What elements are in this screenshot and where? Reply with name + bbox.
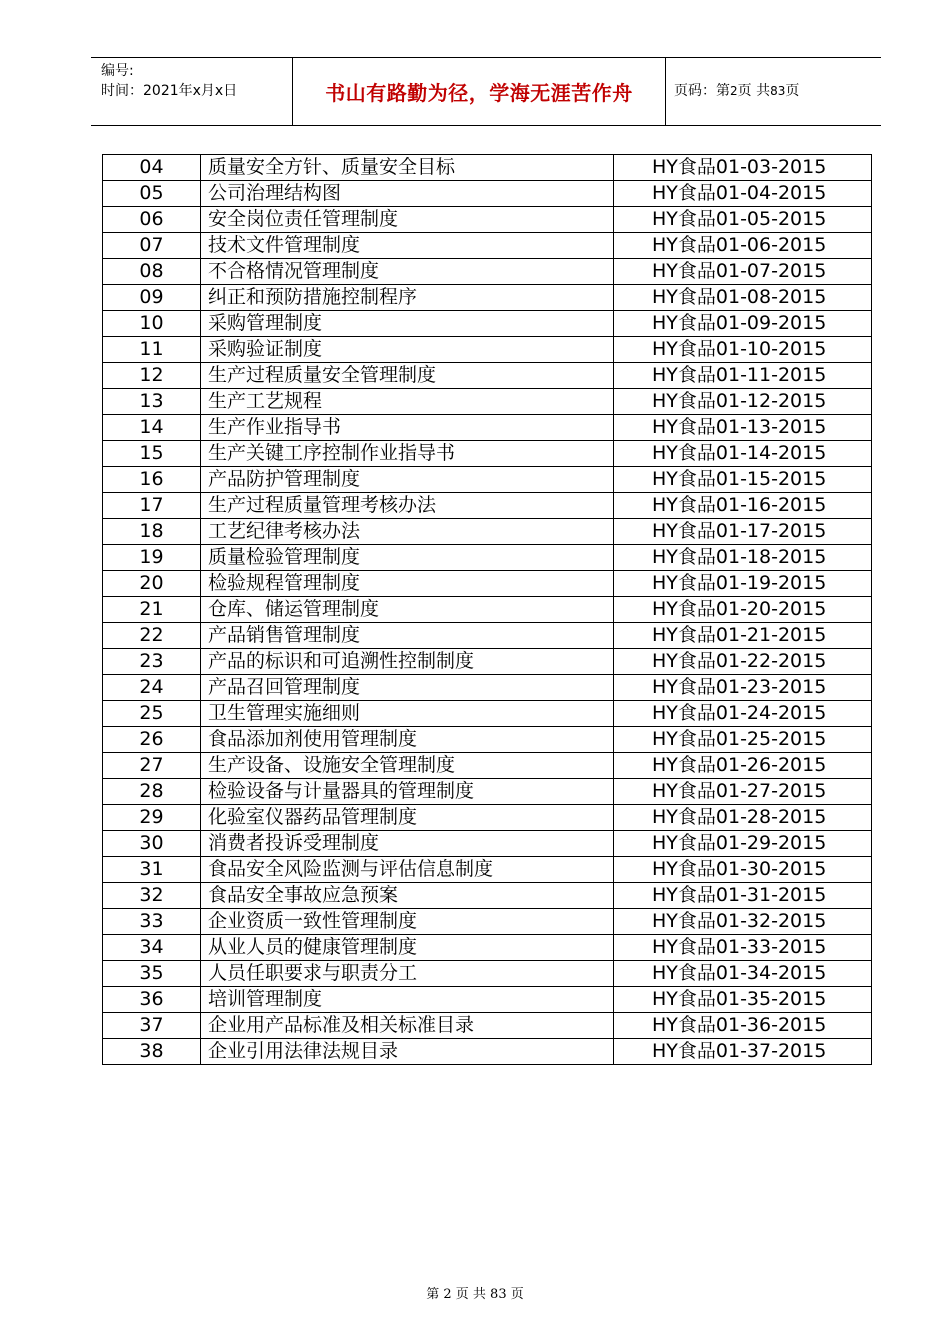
row-code: HY食品01-19-2015 [614,571,872,597]
table-row [103,623,872,649]
row-code: HY食品01-21-2015 [614,623,872,649]
row-number: 08 [103,259,201,285]
row-title: 产品销售管理制度 [201,623,614,649]
table-row [103,181,872,207]
table-row [103,649,872,675]
row-number: 12 [103,363,201,389]
row-code: HY食品01-05-2015 [614,207,872,233]
page-prefix: 页码：第 [674,83,730,99]
row-title: 卫生管理实施细则 [201,701,614,727]
row-title: 产品防护管理制度 [201,467,614,493]
row-code: HY食品01-22-2015 [614,649,872,675]
row-code: HY食品01-29-2015 [614,831,872,857]
row-number: 19 [103,545,201,571]
row-code: HY食品01-07-2015 [614,259,872,285]
table-row [103,233,872,259]
row-title: 质量安全方针、质量安全目标 [201,155,614,181]
table-row [103,987,872,1013]
table-row [103,597,872,623]
page-total: 83 [770,84,786,98]
table-row [103,389,872,415]
row-number: 29 [103,805,201,831]
row-number: 24 [103,675,201,701]
row-code: HY食品01-14-2015 [614,441,872,467]
row-code: HY食品01-08-2015 [614,285,872,311]
row-code: HY食品01-11-2015 [614,363,872,389]
document-time: 时间：2021年x月x日 [101,83,238,99]
row-title: 生产作业指导书 [201,415,614,441]
table-row [103,1039,872,1065]
row-title: 食品安全风险监测与评估信息制度 [201,857,614,883]
table-row [103,935,872,961]
row-number: 18 [103,519,201,545]
row-code: HY食品01-35-2015 [614,987,872,1013]
row-number: 32 [103,883,201,909]
row-number: 22 [103,623,201,649]
row-title: 产品召回管理制度 [201,675,614,701]
row-title: 检验规程管理制度 [201,571,614,597]
table-row [103,519,872,545]
row-title: 生产设备、设施安全管理制度 [201,753,614,779]
row-title: 公司治理结构图 [201,181,614,207]
table-row [103,805,872,831]
table-row [103,961,872,987]
header-meta [101,61,237,101]
table-row [103,259,872,285]
row-code: HY食品01-31-2015 [614,883,872,909]
row-title: 人员任职要求与职责分工 [201,961,614,987]
row-code: HY食品01-25-2015 [614,727,872,753]
header-motto: 书山有路勤为径，学海无涯苦作舟 [325,81,633,105]
table-row [103,675,872,701]
row-title: 生产关键工序控制作业指导书 [201,441,614,467]
header-page-info [674,81,799,101]
row-code: HY食品01-27-2015 [614,779,872,805]
row-code: HY食品01-12-2015 [614,389,872,415]
table-row [103,285,872,311]
table-row [103,545,872,571]
table-row [103,779,872,805]
table-row [103,1013,872,1039]
header-divider [665,58,666,125]
row-code: HY食品01-06-2015 [614,233,872,259]
table-row [103,909,872,935]
table-row [103,415,872,441]
row-title: 安全岗位责任管理制度 [201,207,614,233]
row-title: 技术文件管理制度 [201,233,614,259]
row-number: 27 [103,753,201,779]
row-title: 质量检验管理制度 [201,545,614,571]
row-code: HY食品01-28-2015 [614,805,872,831]
document-number-label: 编号: [101,63,134,79]
table-row [103,857,872,883]
row-title: 化验室仪器药品管理制度 [201,805,614,831]
page-suffix: 页 [785,83,800,99]
row-number: 20 [103,571,201,597]
row-title: 生产工艺规程 [201,389,614,415]
row-code: HY食品01-13-2015 [614,415,872,441]
table-row [103,493,872,519]
row-title: 纠正和预防措施控制程序 [201,285,614,311]
row-number: 28 [103,779,201,805]
document-catalog-table [102,154,872,1065]
row-code: HY食品01-36-2015 [614,1013,872,1039]
row-title: 企业引用法律法规目录 [201,1039,614,1065]
table-row [103,155,872,181]
row-number: 30 [103,831,201,857]
row-title: 培训管理制度 [201,987,614,1013]
table-row [103,753,872,779]
row-number: 34 [103,935,201,961]
row-number: 36 [103,987,201,1013]
row-number: 13 [103,389,201,415]
row-code: HY食品01-37-2015 [614,1039,872,1065]
row-number: 07 [103,233,201,259]
row-title: 企业资质一致性管理制度 [201,909,614,935]
row-code: HY食品01-20-2015 [614,597,872,623]
row-title: 从业人员的健康管理制度 [201,935,614,961]
row-number: 35 [103,961,201,987]
row-number: 38 [103,1039,201,1065]
row-number: 16 [103,467,201,493]
page-header [91,57,881,126]
table-row [103,363,872,389]
row-code: HY食品01-23-2015 [614,675,872,701]
row-title: 检验设备与计量器具的管理制度 [201,779,614,805]
row-number: 37 [103,1013,201,1039]
row-number: 09 [103,285,201,311]
table-row [103,571,872,597]
row-number: 33 [103,909,201,935]
table-row [103,337,872,363]
row-number: 23 [103,649,201,675]
row-number: 14 [103,415,201,441]
row-code: HY食品01-09-2015 [614,311,872,337]
table-row [103,831,872,857]
row-code: HY食品01-26-2015 [614,753,872,779]
row-title: 食品安全事故应急预案 [201,883,614,909]
row-number: 31 [103,857,201,883]
row-title: 企业用产品标准及相关标准目录 [201,1013,614,1039]
row-title: 消费者投诉受理制度 [201,831,614,857]
row-title: 采购管理制度 [201,311,614,337]
row-number: 05 [103,181,201,207]
row-number: 26 [103,727,201,753]
row-title: 食品添加剂使用管理制度 [201,727,614,753]
row-number: 17 [103,493,201,519]
row-code: HY食品01-33-2015 [614,935,872,961]
table-row [103,701,872,727]
table-row [103,311,872,337]
table-row [103,727,872,753]
table-row [103,207,872,233]
table-row [103,883,872,909]
row-code: HY食品01-03-2015 [614,155,872,181]
row-code: HY食品01-30-2015 [614,857,872,883]
row-number: 21 [103,597,201,623]
row-code: HY食品01-32-2015 [614,909,872,935]
catalog-body [103,155,872,1065]
page-current: 2 [730,84,738,98]
row-number: 11 [103,337,201,363]
row-code: HY食品01-34-2015 [614,961,872,987]
row-number: 15 [103,441,201,467]
row-title: 不合格情况管理制度 [201,259,614,285]
row-title: 产品的标识和可追溯性控制制度 [201,649,614,675]
page-footer: 第 2 页 共 83 页 [426,1287,524,1302]
row-code: HY食品01-15-2015 [614,467,872,493]
row-title: 生产过程质量管理考核办法 [201,493,614,519]
row-code: HY食品01-04-2015 [614,181,872,207]
table-row [103,467,872,493]
row-number: 10 [103,311,201,337]
row-code: HY食品01-18-2015 [614,545,872,571]
row-code: HY食品01-24-2015 [614,701,872,727]
table-row [103,441,872,467]
row-title: 仓库、储运管理制度 [201,597,614,623]
page-mid: 页 共 [737,83,771,99]
row-number: 25 [103,701,201,727]
row-code: HY食品01-16-2015 [614,493,872,519]
row-number: 04 [103,155,201,181]
row-title: 工艺纪律考核办法 [201,519,614,545]
row-code: HY食品01-17-2015 [614,519,872,545]
row-title: 采购验证制度 [201,337,614,363]
row-title: 生产过程质量安全管理制度 [201,363,614,389]
row-number: 06 [103,207,201,233]
row-code: HY食品01-10-2015 [614,337,872,363]
